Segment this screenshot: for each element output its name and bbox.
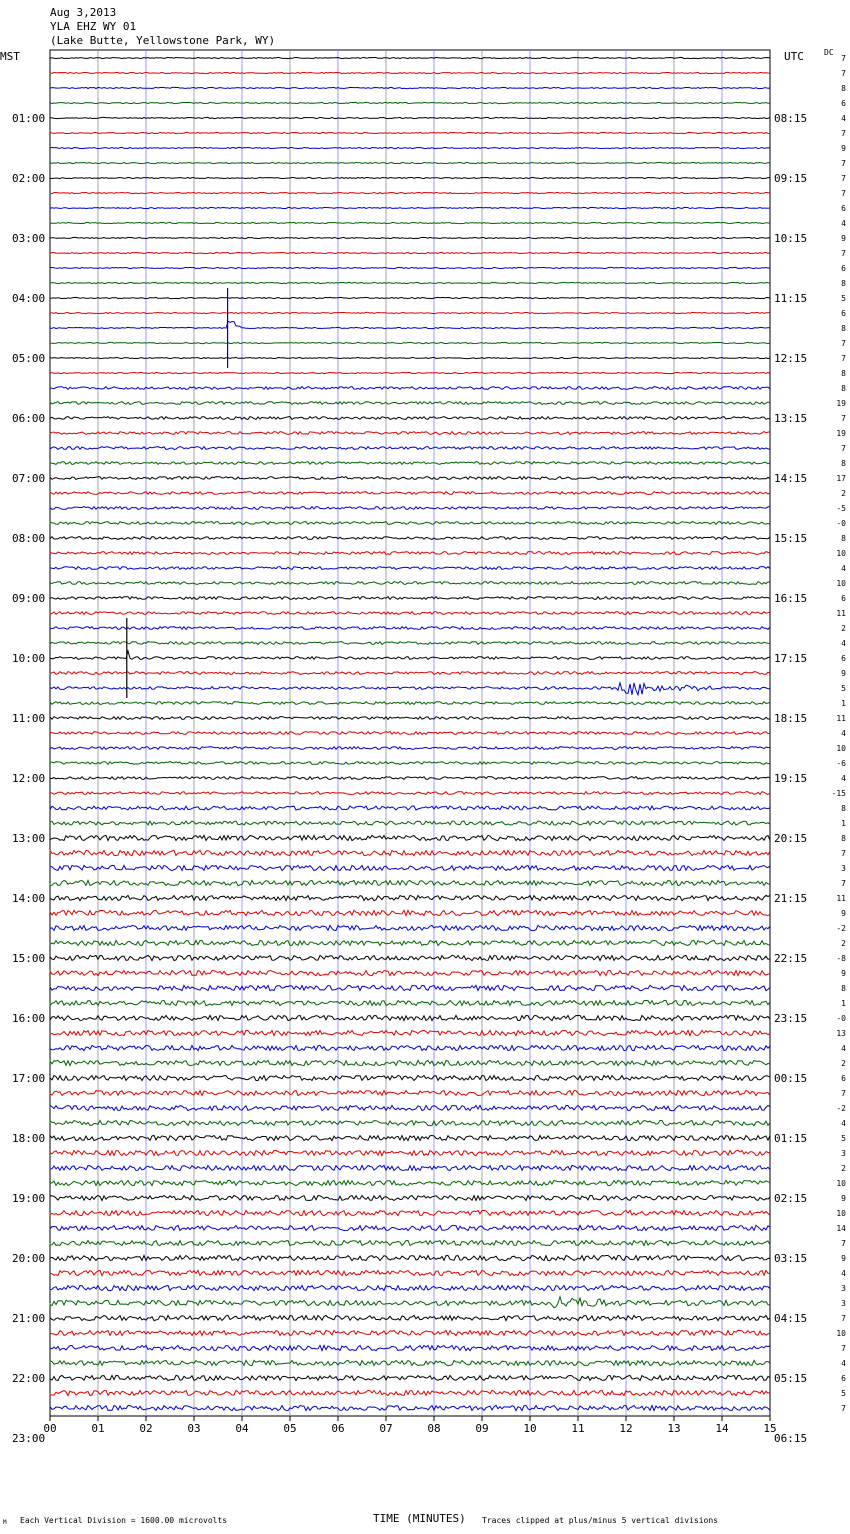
trace-line (50, 342, 770, 343)
dc-offset-label: 19 (836, 429, 846, 438)
dc-offset-label: 9 (841, 234, 846, 243)
x-tick-label: 04 (235, 1422, 249, 1435)
dc-label: DC (824, 48, 834, 57)
trace-line (50, 1240, 770, 1245)
dc-offset-label: 7 (841, 1089, 846, 1098)
dc-offset-label: 8 (841, 804, 846, 813)
left-timezone-label: MST (0, 50, 20, 63)
dc-offset-label: 7 (841, 354, 846, 363)
x-axis-title: TIME (MINUTES) (373, 1512, 466, 1525)
dc-offset-label: 7 (841, 414, 846, 423)
trace-line (50, 582, 770, 585)
right-hour-label: 09:15 (774, 172, 808, 185)
trace-line (50, 1345, 770, 1350)
dc-offset-label: 10 (836, 1209, 846, 1218)
left-hour-label: 20:00 (12, 1252, 46, 1265)
trace-line (50, 1255, 770, 1260)
trace-line (50, 835, 770, 840)
dc-offset-label: 1 (841, 819, 846, 828)
trace-line (50, 462, 770, 465)
trace-line (50, 1225, 770, 1230)
dc-offset-label: 7 (841, 129, 846, 138)
clip-note: Traces clipped at plus/minus 5 vertical divisions (482, 1516, 719, 1525)
dc-offset-label: 10 (836, 1329, 846, 1338)
trace-line (50, 282, 770, 283)
dc-offset-label: 8 (841, 369, 846, 378)
right-hour-label: 11:15 (774, 292, 808, 305)
dc-offset-label: 19 (836, 399, 846, 408)
dc-offset-label: 1 (841, 699, 846, 708)
right-hour-label: 13:15 (774, 412, 808, 425)
dc-offset-label: 8 (841, 279, 846, 288)
dc-offset-label: 7 (841, 879, 846, 888)
x-tick-label: 14 (715, 1422, 729, 1435)
right-hour-label: 00:15 (774, 1072, 808, 1085)
trace-line (50, 1195, 770, 1200)
trace-line (50, 651, 770, 659)
dc-offset-label: 4 (841, 774, 846, 783)
trace-line (50, 447, 770, 450)
trace-line (50, 683, 770, 695)
dc-offset-label: 11 (836, 609, 846, 618)
trace-line (50, 1045, 770, 1050)
right-hour-label: 22:15 (774, 952, 808, 965)
right-hour-label: 15:15 (774, 532, 808, 545)
header-location: (Lake Butte, Yellowstone Park, WY) (50, 34, 276, 47)
right-hour-label: 03:15 (774, 1252, 808, 1265)
right-hour-label: 12:15 (774, 352, 808, 365)
dc-offset-label: -0 (836, 1014, 846, 1023)
dc-offset-label: 4 (841, 1119, 846, 1128)
left-hour-label: 10:00 (12, 652, 46, 665)
right-hour-label: 02:15 (774, 1192, 808, 1205)
trace-line (50, 477, 770, 480)
left-hour-label: 01:00 (12, 112, 46, 125)
trace-line (50, 925, 770, 930)
header-station: YLA EHZ WY 01 (50, 20, 137, 33)
dc-offset-label: 4 (841, 639, 846, 648)
right-hour-label: 14:15 (774, 472, 808, 485)
trace-line (50, 1105, 770, 1110)
dc-offset-label: 2 (841, 1059, 846, 1068)
trace-line (50, 132, 770, 133)
trace-line (50, 627, 770, 630)
trace-line (50, 762, 770, 765)
dc-offset-label: 8 (841, 534, 846, 543)
left-hour-label: 15:00 (12, 952, 46, 965)
trace-line (50, 372, 770, 373)
x-tick-label: 10 (523, 1422, 537, 1435)
dc-offset-label: 8 (841, 834, 846, 843)
trace-line (50, 792, 770, 795)
dc-offset-label: 7 (841, 249, 846, 258)
trace-line (50, 102, 770, 103)
dc-offset-label: 7 (841, 1314, 846, 1323)
x-tick-label: 11 (571, 1422, 585, 1435)
right-hour-label: 17:15 (774, 652, 808, 665)
x-tick-label: 12 (619, 1422, 633, 1435)
dc-offset-label: 5 (841, 1389, 846, 1398)
dc-offset-label: 3 (841, 864, 846, 873)
dc-offset-label: 6 (841, 204, 846, 213)
dc-offset-label: 11 (836, 714, 846, 723)
right-hour-label: 08:15 (774, 112, 808, 125)
dc-offset-label: 8 (841, 459, 846, 468)
left-hour-label: 14:00 (12, 892, 46, 905)
dc-offset-label: 10 (836, 579, 846, 588)
trace-line (50, 821, 770, 825)
x-tick-label: 07 (379, 1422, 393, 1435)
left-hour-label: 18:00 (12, 1132, 46, 1145)
trace-line (50, 1390, 770, 1395)
trace-line (50, 955, 770, 960)
left-hour-label: 11:00 (12, 712, 46, 725)
trace-line (50, 940, 770, 945)
header-date: Aug 3,2013 (50, 6, 117, 19)
trace-line (50, 1135, 770, 1140)
trace-line (50, 732, 770, 735)
left-hour-label: 16:00 (12, 1012, 46, 1025)
trace-line (50, 1405, 770, 1410)
trace-line (50, 567, 770, 570)
trace-line (50, 321, 770, 328)
right-hour-label: 21:15 (774, 892, 808, 905)
dc-offset-label: 6 (841, 99, 846, 108)
dc-offset-label: 2 (841, 1164, 846, 1173)
trace-line (50, 507, 770, 510)
dc-offset-label: 4 (841, 1044, 846, 1053)
dc-offset-label: 6 (841, 309, 846, 318)
trace-line (50, 192, 770, 193)
dc-offset-label: 7 (841, 69, 846, 78)
trace-line (50, 432, 770, 435)
left-hour-label: 08:00 (12, 532, 46, 545)
x-tick-label: 13 (667, 1422, 681, 1435)
left-hour-label: 19:00 (12, 1192, 46, 1205)
dc-offset-label: 9 (841, 909, 846, 918)
left-hour-label: 23:00 (12, 1432, 46, 1445)
dc-offset-label: -8 (836, 954, 846, 963)
dc-offset-label: 2 (841, 489, 846, 498)
trace-line (50, 72, 770, 73)
x-tick-label: 08 (427, 1422, 441, 1435)
trace-line (50, 1091, 770, 1096)
dc-offset-label: -6 (836, 759, 846, 768)
trace-line (50, 207, 770, 208)
right-hour-label: 01:15 (774, 1132, 808, 1145)
trace-line (50, 222, 770, 223)
left-hour-label: 21:00 (12, 1312, 46, 1325)
trace-line (50, 1000, 770, 1005)
dc-offset-label: 4 (841, 1359, 846, 1368)
dc-offset-label: 2 (841, 939, 846, 948)
dc-offset-label: 6 (841, 654, 846, 663)
dc-offset-label: 3 (841, 1299, 846, 1308)
dc-offset-label: 7 (841, 1404, 846, 1413)
dc-offset-label: 11 (836, 894, 846, 903)
trace-line (50, 717, 770, 720)
trace-line (50, 850, 770, 855)
trace-line (50, 1375, 770, 1380)
right-hour-label: 06:15 (774, 1432, 808, 1445)
dc-offset-label: 9 (841, 144, 846, 153)
dc-offset-label: 6 (841, 264, 846, 273)
dc-offset-label: 4 (841, 729, 846, 738)
trace-line (50, 417, 770, 420)
trace-line (50, 162, 770, 163)
trace-line (50, 387, 770, 390)
trace-line (50, 1270, 770, 1275)
dc-offset-label: 7 (841, 849, 846, 858)
dc-offset-label: 8 (841, 84, 846, 93)
trace-line (50, 1165, 770, 1170)
trace-line (50, 612, 770, 615)
corner-mark: M (3, 1519, 7, 1526)
trace-line (50, 1315, 770, 1320)
scale-note: Each Vertical Division = 1600.00 microvolts (20, 1516, 228, 1525)
x-tick-label: 05 (283, 1422, 297, 1435)
trace-line (50, 1330, 770, 1335)
dc-offset-label: 17 (836, 474, 846, 483)
dc-offset-label: 6 (841, 1374, 846, 1383)
trace-line (50, 552, 770, 555)
dc-offset-label: 7 (841, 1239, 846, 1248)
trace-line (50, 237, 770, 238)
dc-offset-label: 6 (841, 1074, 846, 1083)
dc-offset-label: 2 (841, 624, 846, 633)
dc-offset-label: -5 (836, 504, 846, 513)
dc-offset-label: 6 (841, 594, 846, 603)
left-hour-label: 12:00 (12, 772, 46, 785)
dc-offset-label: 10 (836, 744, 846, 753)
trace-line (50, 672, 770, 675)
left-hour-label: 04:00 (12, 292, 46, 305)
dc-offset-label: -2 (836, 1104, 846, 1113)
dc-offset-label: 7 (841, 159, 846, 168)
dc-offset-label: 7 (841, 174, 846, 183)
dc-offset-label: 7 (841, 54, 846, 63)
dc-offset-label: 5 (841, 1134, 846, 1143)
dc-offset-label: 3 (841, 1284, 846, 1293)
trace-line (50, 312, 770, 313)
trace-line (50, 87, 770, 88)
trace-line (50, 806, 770, 810)
trace-line (50, 492, 770, 495)
trace-line (50, 895, 770, 900)
trace-line (50, 1075, 770, 1080)
trace-line (50, 865, 770, 870)
trace-line (50, 147, 770, 148)
dc-offset-label: 7 (841, 444, 846, 453)
trace-line (50, 267, 770, 268)
trace-line (50, 985, 770, 990)
right-hour-label: 18:15 (774, 712, 808, 725)
dc-offset-label: 8 (841, 324, 846, 333)
x-tick-label: 09 (475, 1422, 489, 1435)
dc-offset-label: 4 (841, 1269, 846, 1278)
dc-offset-label: 7 (841, 189, 846, 198)
right-hour-label: 19:15 (774, 772, 808, 785)
trace-line (50, 57, 770, 58)
trace-line (50, 1210, 770, 1215)
trace-line (50, 1180, 770, 1185)
trace-line (50, 702, 770, 705)
trace-line (50, 537, 770, 540)
trace-line (50, 1285, 770, 1290)
left-hour-label: 22:00 (12, 1372, 46, 1385)
x-tick-label: 03 (187, 1422, 201, 1435)
trace-line (50, 747, 770, 750)
left-hour-label: 02:00 (12, 172, 46, 185)
trace-line (50, 522, 770, 525)
right-timezone-label: UTC (784, 50, 804, 63)
dc-offset-label: 4 (841, 219, 846, 228)
dc-offset-label: 7 (841, 339, 846, 348)
trace-line (50, 1015, 770, 1020)
dc-offset-label: 10 (836, 1179, 846, 1188)
trace-line (50, 1150, 770, 1155)
dc-offset-label: 9 (841, 969, 846, 978)
trace-line (50, 1060, 770, 1065)
left-hour-label: 03:00 (12, 232, 46, 245)
trace-line (50, 402, 770, 405)
dc-offset-label: 7 (841, 1344, 846, 1353)
trace-line (50, 777, 770, 780)
dc-offset-label: 8 (841, 984, 846, 993)
dc-offset-label: 14 (836, 1224, 846, 1233)
dc-offset-label: 9 (841, 1194, 846, 1203)
trace-line (50, 910, 770, 915)
x-tick-label: 06 (331, 1422, 345, 1435)
left-hour-label: 13:00 (12, 832, 46, 845)
dc-offset-label: 10 (836, 549, 846, 558)
trace-line (50, 177, 770, 178)
trace-line (50, 1297, 770, 1308)
right-hour-label: 16:15 (774, 592, 808, 605)
right-hour-label: 10:15 (774, 232, 808, 245)
dc-offset-label: 4 (841, 564, 846, 573)
trace-line (50, 357, 770, 358)
dc-offset-label: 3 (841, 1149, 846, 1158)
right-hour-label: 05:15 (774, 1372, 808, 1385)
trace-line (50, 252, 770, 253)
trace-line (50, 597, 770, 600)
dc-offset-label: 4 (841, 114, 846, 123)
dc-offset-label: -2 (836, 924, 846, 933)
right-hour-label: 04:15 (774, 1312, 808, 1325)
trace-line (50, 1360, 770, 1365)
x-tick-label: 15 (763, 1422, 777, 1435)
right-hour-label: 20:15 (774, 832, 808, 845)
dc-offset-label: 13 (836, 1029, 846, 1038)
right-hour-label: 23:15 (774, 1012, 808, 1025)
x-tick-label: 01 (91, 1422, 105, 1435)
trace-line (50, 1120, 770, 1125)
trace-line (50, 880, 770, 885)
dc-offset-label: 9 (841, 1254, 846, 1263)
dc-offset-label: -15 (831, 789, 846, 798)
dc-offset-label: 5 (841, 684, 846, 693)
x-tick-label: 00 (43, 1422, 57, 1435)
trace-line (50, 1030, 770, 1035)
trace-line (50, 970, 770, 975)
left-hour-label: 17:00 (12, 1072, 46, 1085)
dc-offset-label: -0 (836, 519, 846, 528)
trace-line (50, 117, 770, 118)
left-hour-label: 09:00 (12, 592, 46, 605)
left-hour-label: 06:00 (12, 412, 46, 425)
dc-offset-label: 1 (841, 999, 846, 1008)
trace-line (50, 642, 770, 645)
x-tick-label: 02 (139, 1422, 153, 1435)
left-hour-label: 05:00 (12, 352, 46, 365)
trace-line (50, 297, 770, 298)
dc-offset-label: 5 (841, 294, 846, 303)
left-hour-label: 07:00 (12, 472, 46, 485)
dc-offset-label: 8 (841, 384, 846, 393)
dc-offset-label: 9 (841, 669, 846, 678)
